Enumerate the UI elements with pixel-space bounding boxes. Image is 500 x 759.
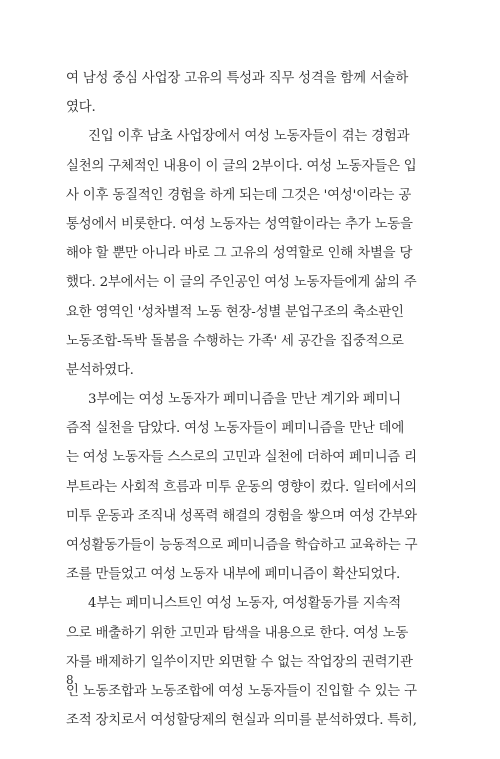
- text-line: 4부는 페미니스트인 여성 노동자, 여성활동가를 지속적: [88, 596, 401, 612]
- text-line: 조를 만들었고 여성 노동자 내부에 페미니즘이 확산되었다.: [66, 567, 401, 583]
- text-line: 해야 할 뿐만 아니라 바로 그 고유의 성역할로 인해 차별을 당: [66, 246, 413, 262]
- page-number: 8: [66, 673, 74, 687]
- page-body: [66, 64, 418, 735]
- text-line: 실천의 구체적인 내용이 이 글의 2부이다. 여성 노동자들은 입: [66, 158, 417, 174]
- text-line: 분석하였다.: [66, 362, 134, 378]
- text-line: 노동조합-독박 돌봄을 수행하는 가족' 세 공간을 집중적으로: [66, 333, 404, 349]
- text-line: 했다. 2부에서는 이 글의 주인공인 여성 노동자들에게 삶의 주: [66, 275, 417, 291]
- text-line: 여성활동가들이 능동적으로 페미니즘을 학습하고 교육하는 구: [66, 538, 418, 553]
- text-line: 였다.: [66, 100, 96, 116]
- text-line: 자를 배제하기 일쑤이지만 외면할 수 없는 작업장의 권력기관: [66, 654, 413, 670]
- text-line: 는 여성 노동자들 스스로의 고민과 실천에 더하여 페미니즘 리: [66, 450, 417, 466]
- text-line: 통성에서 비롯한다. 여성 노동자는 성역할이라는 추가 노동을: [66, 216, 413, 232]
- text-line: 인 노동조합과 노동조합에 여성 노동자들이 진입할 수 있는 구: [66, 683, 417, 699]
- text-line: 으로 배출하기 위한 고민과 탐색을 내용으로 한다. 여성 노동: [66, 625, 409, 641]
- text-line: 3부에는 여성 노동자가 페미니즘을 만난 계기와 페미니: [88, 392, 401, 408]
- text-line: 미투 운동과 조직내 성폭력 해결의 경험을 쌓으며 여성 간부와: [66, 508, 417, 524]
- text-line: 진입 이후 남초 사업장에서 여성 노동자들이 겪는 경험과: [88, 129, 410, 145]
- text-line: 사 이후 동질적인 경험을 하게 되는데 그것은 '여성'이라는 공: [66, 187, 412, 203]
- text-line: 여 남성 중심 사업장 고유의 특성과 직무 성격을 함께 서술하: [66, 71, 409, 86]
- text-line: 부트라는 사회적 흐름과 미투 운동의 영향이 컸다. 일터에서의: [66, 479, 417, 495]
- text-line: 조적 장치로서 여성할당제의 현실과 의미를 분석하였다. 특히,: [66, 713, 417, 729]
- text-line: 즘적 실천을 담았다. 여성 노동자들이 페미니즘을 만난 데에: [66, 421, 405, 437]
- text-line: 요한 영역인 '성차별적 노동 현장-성별 분업구조의 축소판인: [66, 304, 404, 320]
